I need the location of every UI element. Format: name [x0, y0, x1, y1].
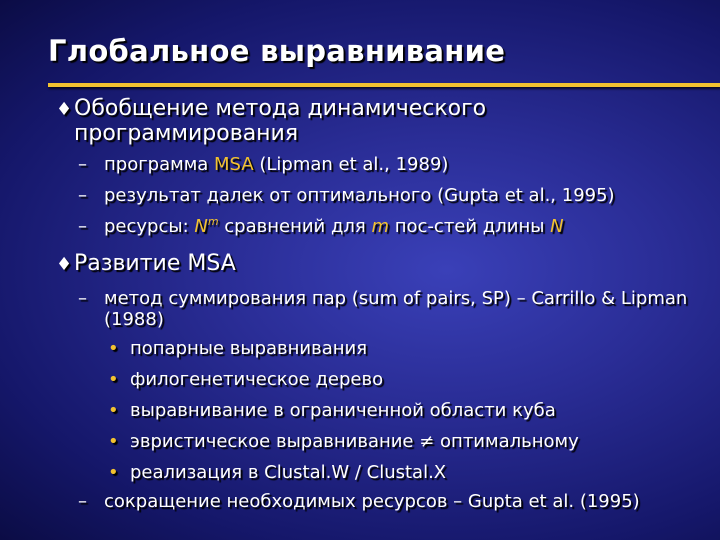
subitem-resources — [78, 216, 564, 237]
detail-item — [104, 462, 446, 483]
subitem-result — [78, 185, 615, 206]
subitem-text: сокращение необходимых ресурсов – Gupta et al. (1995) — [104, 491, 640, 512]
detail-text: выравнивание в ограниченной области куба — [130, 400, 556, 421]
diamond-bullet-icon: ♦ — [56, 99, 73, 120]
var-m: m — [371, 216, 390, 237]
detail-text: попарные выравнивания — [130, 338, 368, 359]
detail-item — [104, 369, 383, 390]
var-m-superscript: m — [207, 215, 219, 228]
bullet-text: Развитие MSA — [74, 251, 236, 276]
bullet-msa-development — [48, 251, 236, 276]
dash-marker: – — [78, 491, 87, 512]
detail-text: реализация в Clustal.W / Clustal.X — [130, 462, 447, 483]
dot-bullet-icon: • — [108, 338, 119, 359]
subitem-text: результат далек от оптимального (Gupta et al., 1995) — [104, 185, 615, 206]
subitem-sum-of-pairs — [78, 288, 709, 330]
subitem-text: метод суммирования пар (sum of pairs, SP) – Carrillo & Lipman (1988) — [104, 288, 688, 330]
subitem-text-ref: (Lipman et al., 1989) — [253, 154, 449, 175]
dot-bullet-icon: • — [108, 462, 119, 483]
bullet-text: Обобщение метода динамического программирования — [74, 96, 487, 146]
subitem-text: программа — [104, 154, 215, 175]
detail-item — [104, 338, 367, 359]
slide-title: Глобальное выравнивание — [48, 34, 506, 68]
dash-marker: – — [78, 288, 87, 309]
subitem-resource-reduction — [78, 491, 684, 512]
subitem-text: сравнений для — [218, 216, 372, 237]
title-underline — [48, 83, 720, 87]
subitem-text: пос-стей длины — [389, 216, 551, 237]
detail-text: филогенетическое дерево — [130, 369, 384, 390]
dot-bullet-icon: • — [108, 431, 119, 452]
subitem-text: ресурсы: — [104, 216, 195, 237]
dash-marker: – — [78, 185, 87, 206]
var-N: N — [194, 216, 208, 237]
dot-bullet-icon: • — [108, 369, 119, 390]
diamond-bullet-icon: ♦ — [56, 254, 73, 275]
bullet-generalization — [48, 96, 594, 146]
dash-marker: – — [78, 154, 87, 175]
var-N: N — [550, 216, 564, 237]
msa-highlight: MSA — [214, 154, 254, 175]
detail-text: эвристическое выравнивание ≠ оптимальному — [130, 431, 579, 452]
detail-item — [104, 400, 556, 421]
dot-bullet-icon: • — [108, 400, 119, 421]
subitem-msa-program — [78, 154, 448, 175]
dash-marker: – — [78, 216, 87, 237]
detail-item — [104, 431, 579, 452]
